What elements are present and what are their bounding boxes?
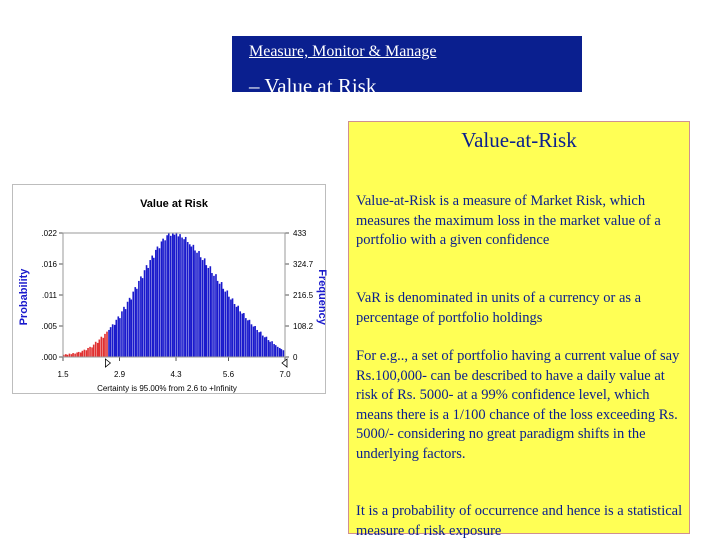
histogram-bar [254, 326, 256, 357]
var-explanation-box [348, 121, 690, 539]
histogram-bar [260, 332, 262, 357]
histogram-bar [247, 320, 249, 357]
histogram-bar [226, 290, 228, 357]
var-chart-frame [12, 184, 326, 394]
histogram-bar [119, 318, 121, 357]
histogram-bar [121, 311, 123, 357]
histogram-bar [168, 233, 170, 357]
histogram-bar [91, 347, 93, 357]
histogram-bar [161, 241, 163, 357]
histogram-bar [269, 342, 271, 357]
histogram-bar [129, 298, 131, 357]
histogram-bar [140, 276, 142, 357]
histogram-bar [215, 274, 217, 357]
chart-y2label: Frequency [316, 269, 328, 325]
histogram-bar [187, 242, 189, 357]
histogram-bar [130, 300, 132, 357]
histogram-bar [179, 234, 181, 357]
histogram-bar [84, 350, 86, 357]
histogram-bar [153, 258, 155, 357]
certainty-start-marker [105, 359, 110, 367]
histogram-bar [253, 327, 255, 357]
histogram-bar [251, 324, 253, 357]
histogram-bar [198, 251, 200, 357]
histogram-bar [155, 250, 157, 357]
histogram-bar [69, 354, 71, 357]
var-definition-text: Value-at-Risk is a measure of Market Risk, which measures the maximum loss in the market value of a portfolio with a given confidence [356, 193, 661, 248]
histogram-bar [275, 345, 277, 357]
histogram-bar [112, 324, 114, 357]
histogram-bar [249, 320, 251, 357]
histogram-bar [230, 300, 232, 357]
histogram-bar [172, 234, 174, 357]
histogram-bar [266, 337, 268, 357]
histogram-bar [166, 235, 168, 357]
histogram-bar [234, 304, 236, 357]
histogram-bar [134, 287, 136, 357]
histogram-bar [110, 327, 112, 357]
histogram-bar [125, 309, 127, 357]
histogram-bar [236, 307, 238, 357]
var-box-title: Value-at-Risk [461, 128, 577, 152]
histogram-bar [185, 237, 187, 357]
histogram-bar [132, 292, 134, 357]
histogram-bar [87, 348, 89, 357]
histogram-bar [243, 313, 245, 357]
histogram-bar [162, 239, 164, 357]
histogram-bar [101, 337, 103, 357]
header-title-line1: Measure, Monitor & Manage [249, 43, 437, 60]
y2-tick-label: 216.5 [293, 291, 314, 300]
chart-title: Value at Risk [140, 198, 208, 210]
histogram-bar [237, 306, 239, 357]
histogram-bar [82, 351, 84, 357]
histogram-bar [202, 260, 204, 357]
var-example-text: For e.g.., a set of portfolio having a current value of say Rs.100,000- can be described to have a daily value at risk of Rs. 5000- at a 99% confidence level, which means there is a 1/100 chance of the loss exceeding Rs. 5000/- considering no great paradigm shifts in the underlying factors. [356, 348, 680, 462]
histogram-bar [151, 256, 153, 357]
histogram-bar [157, 247, 159, 357]
x-tick-label: 4.3 [170, 370, 182, 379]
histogram-bar [221, 282, 223, 357]
histogram-bar [174, 235, 176, 357]
histogram-bar [74, 354, 76, 357]
histogram-bar [239, 311, 241, 357]
var-histogram-chart [13, 185, 328, 393]
histogram-bar [217, 281, 219, 357]
histogram-bar [106, 332, 108, 357]
y-tick-label: .011 [42, 291, 57, 300]
chart-ylabel: Probability [18, 268, 30, 326]
histogram-bar [89, 347, 91, 357]
x-tick-label: 7.0 [279, 370, 291, 379]
histogram-bar [222, 289, 224, 357]
histogram-bar [232, 298, 234, 357]
histogram-bar [211, 273, 213, 357]
histogram-bar [181, 238, 183, 357]
histogram-bar [210, 266, 212, 357]
histogram-bar [170, 236, 172, 357]
chart-xlabel: Certainty is 95.00% from 2.6 to +Infinity [97, 384, 237, 393]
histogram-bar [271, 341, 273, 357]
histogram-bar [193, 245, 195, 357]
histogram-bar [123, 307, 125, 357]
histogram-bar [95, 342, 97, 357]
histogram-bar [264, 337, 266, 357]
histogram-bar [142, 278, 144, 357]
y-tick-label: .005 [41, 322, 57, 331]
histogram-bar [283, 350, 285, 357]
histogram-bar [104, 334, 106, 357]
histogram-bar [224, 292, 226, 357]
var-probability-text: It is a probability of occurrence and hence is a statistical measure of risk exposure [356, 503, 683, 539]
histogram-bar [108, 330, 110, 357]
x-tick-label: 2.9 [113, 370, 126, 379]
histogram-bar [127, 302, 129, 357]
histogram-bar [245, 318, 247, 357]
histogram-bar [262, 336, 264, 357]
histogram-bar [149, 260, 151, 357]
histogram-bar [258, 332, 260, 357]
histogram-bar [228, 297, 230, 357]
histogram-bar [138, 281, 140, 357]
histogram-bar [178, 236, 180, 357]
histogram-bar [279, 348, 281, 357]
histogram-bar [256, 330, 258, 357]
histogram-bar [208, 268, 210, 357]
y-tick-label: .022 [41, 229, 57, 238]
x-tick-label: 1.5 [57, 370, 69, 379]
histogram-bar [213, 276, 215, 357]
histogram-bar [117, 316, 119, 357]
y2-tick-label: 0 [293, 353, 298, 362]
histogram-bar [76, 352, 78, 357]
histogram-bar [241, 314, 243, 357]
histogram-bar [200, 257, 202, 357]
y2-tick-label: 324.7 [293, 260, 314, 269]
histogram-bar [268, 340, 270, 357]
histogram-bar [97, 343, 99, 357]
histogram-bar [194, 250, 196, 357]
histogram-bar [114, 325, 116, 357]
histogram-bar [273, 344, 275, 357]
histogram-bar [205, 265, 207, 357]
y2-tick-label: 108.2 [293, 322, 314, 331]
histogram-bar [93, 345, 95, 357]
var-denomination-text: VaR is denominated in units of a currency or as a percentage of portfolio holdings [356, 290, 642, 326]
histogram-bar [147, 268, 149, 357]
histogram-bar [86, 350, 88, 357]
histogram-bar [191, 247, 193, 357]
histogram-bar [115, 320, 117, 357]
y-tick-label: .000 [41, 353, 57, 362]
y2-tick-label: 433 [293, 229, 307, 238]
histogram-bar [219, 284, 221, 357]
header-title-line2: – Value at Risk [249, 74, 377, 98]
histogram-bar [136, 289, 138, 357]
histogram-bar [80, 352, 82, 357]
histogram-bar [159, 248, 161, 357]
x-tick-label: 5.6 [222, 370, 235, 379]
histogram-bar [72, 353, 74, 357]
histogram-bar [196, 253, 198, 357]
y-tick-label: .016 [41, 260, 57, 269]
histogram-bar [183, 239, 185, 357]
histogram-bar [164, 240, 166, 357]
histogram-bar [204, 258, 206, 357]
histogram-bar [146, 265, 148, 357]
histogram-bar [281, 349, 283, 357]
histogram-bar [277, 347, 279, 357]
histogram-bar [103, 338, 105, 357]
header-banner [232, 36, 582, 98]
histogram-bar [176, 232, 178, 357]
histogram-bar [99, 340, 101, 357]
histogram-bar [78, 352, 80, 357]
histogram-bar [144, 270, 146, 357]
histogram-bar [189, 244, 191, 357]
